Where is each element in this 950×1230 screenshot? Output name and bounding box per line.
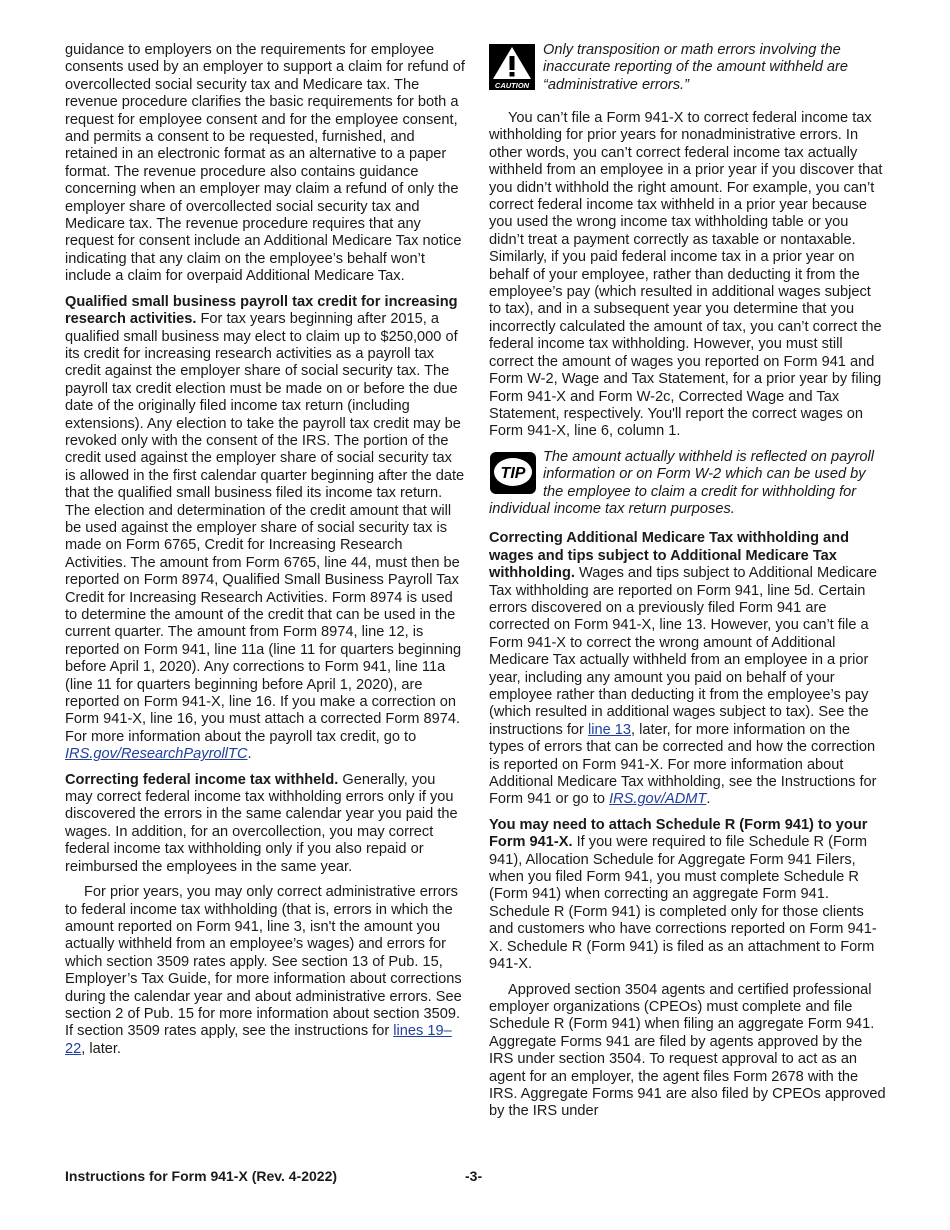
paragraph-schedule-r: You may need to attach Schedule R (Form 941) to your Form 941-X. If you were required to file Schedule R (Form 941), Allocation Schedule for Aggregate Form 941 Filers, when you filed Form 941, you must complete Schedule R (Form 941) when correcting an aggregate Form 941. Schedule R (Form 941) is completed only for those clients and customers who have corrections reported on Form 941-X. Schedule R (Form 941) is filed as an attachment to Form 941-X.	[489, 816, 877, 973]
right-column	[489, 42, 887, 1129]
left-column	[65, 42, 465, 1066]
tip-text: The amount actually withheld is reflected on payroll information or on Form W-2 which can be used by the employee to claim a credit for withholding for individual income tax return purposes.	[489, 448, 874, 517]
tip-label: TIP	[500, 464, 526, 482]
tip-note	[489, 449, 887, 519]
caution-text: Only transposition or math errors involving the inaccurate reporting of the amount withheld are “administrative errors.”	[543, 42, 849, 93]
caution-note	[489, 42, 887, 100]
link-line-13[interactable]: line 13	[587, 721, 631, 738]
heading-additional-medicare-tax: Correcting Additional Medicare Tax withholding and wages and tips subject to Additional Medicare Tax withholding.	[489, 530, 849, 582]
heading-schedule-r: You may need to attach Schedule R (Form 941) to your Form 941-X.	[489, 816, 868, 851]
link-research-payroll-tc[interactable]: IRS.gov/ResearchPayrollTC	[65, 746, 248, 763]
paragraph-payroll-tax-credit: Qualified small business payroll tax credit for increasing research activities. For tax years beginning after 2015, a qualified small business may elect to claim up to $250,000 of its credit for increasing research activities as a payroll tax credit against the employer share of social security tax. The payroll tax credit election must be made on or before the due date of the originally filed income tax return (including extensions). Any election to take the payroll tax credit may be revoked only with the consent of the IRS. The portion of the credit used against the employer share of social security tax is allowed in the first calendar quarter beginning after the date that the qualified small business filed its income tax return. The election and determination of the credit amount that will be used against the employer share of social security tax is made on Form 6765, Credit for Increasing Research Activities. The amount from Form 6765, line 44, must then be reported on Form 8974, Qualified Small Business Payroll Tax Credit for Increasing Research Activities. Form 8974 is used to determine the amount of the credit that can be used in the current quarter. The amount from Form 8974, line 12, is reported on Form 941, line 11a (line 11 for quarters beginning before April 1, 2020). Any corrections to Form 941, line 11a (line 11 for quarters beginning before April 1, 2020), are reported on Form 941-X, line 16. If you make a correction on Form 941-X, line 16, you must attach a corrected Form 8974. For more information about the payroll tax credit, go to IRS.gov/ResearchPayrollTC.	[65, 293, 465, 763]
heading-correcting-fitw: Correcting federal income tax withheld.	[65, 771, 339, 788]
caution-label: CAUTION	[494, 81, 530, 90]
paragraph-correcting-fitw: Correcting federal income tax withheld. Generally, you may correct federal income tax withholding errors only if you discovered the errors in the same calendar year you paid the wages. In addition, for an overcollection, you may correct federal income tax withholding only if you also repaid or reimbursed the employees in the same year.	[65, 771, 458, 875]
caution-icon	[489, 44, 535, 95]
link-lines-19-22[interactable]: lines 19–22	[65, 1023, 452, 1057]
paragraph-section-3504-agents: Approved section 3504 agents and certified professional employer organizations (CPEOs) must complete and file Schedule R (Form 941) when filing an aggregate Form 941. Aggregate Forms 941 are filed by agents approved by the IRS under section 3504. To request approval to act as an agent for an employer, the agent files Form 2678 with the IRS. Aggregate Forms 941 are also filed by CPEOs approved by the IRS under	[489, 981, 886, 1120]
heading-payroll-tax-credit: Qualified small business payroll tax credit for increasing research activities.	[65, 293, 458, 328]
paragraph-nonadministrative-errors: You can’t file a Form 941-X to correct federal income tax withholding for prior years for nonadministrative errors. In other words, you can’t correct federal income tax actually withheld from an employee in a prior year if you discover that you didn’t withhold the right amount. For example, you can’t correct federal income tax withheld in a prior year because you used the wrong income tax withholding table or you didn’t treat a payment correctly as taxable or nontaxable. Similarly, if you paid federal income tax in a prior year on behalf of your employee, rather than deducting it from the employee’s pay (which resulted in additional wages subject to tax), and in a subsequent year you determine that you incorrectly calculated the amount of tax, you can’t correct the federal income tax withholding. However, you must still correct the amount of wages you reported on Form 941 and Form W-2, Wage and Tax Statement, for a prior year by filing Form 941-X and Form W-2c, Corrected Wage and Tax Statement, respectively. You'll report the correct wages on Form 941-X, line 6, column 1.	[489, 110, 883, 440]
page-number: -3-	[465, 1168, 483, 1184]
tip-icon	[489, 451, 537, 500]
paragraph-additional-medicare-tax: Correcting Additional Medicare Tax withholding and wages and tips subject to Additional Medicare Tax withholding. Wages and tips subject to Additional Medicare Tax withholding are reported on Form 941, line 5d. Certain errors discovered on a previously filed Form 941 are corrected on Form 941-X, line 13. However, you can’t file a Form 941-X to correct the wrong amount of Additional Medicare Tax actually withheld from an employee in a prior year, including any amount you paid on behalf of your employee rather than deducting it from the employee’s pay (which resulted in additional wages subject to tax). See the instructions for line 13, later, for more information on the types of errors that can be corrected and how the correction is reported on Form 941-X. For more information about Additional Medicare Tax withholding, see the Instructions for Form 941 or go to IRS.gov/ADMT.	[489, 530, 877, 808]
paragraph-consent-guidance: guidance to employers on the requirements for employee consents used by an employer to support a claim for refund of overcollected social security tax and Medicare tax. The revenue procedure clarifies the basic requirements for both a request for employee consent and for the employee consent, and permits a consent to be requested, furnished, and retained in an electronic format as an alternative to a paper format. The revenue procedure also contains guidance concerning when an employer may claim a refund of only the employer share of overcollected social security tax and Medicare tax. The revenue procedure requires that any request for consent include an Additional Medicare Tax notice indicating that any claim on the employee’s behalf won’t include a claim for overpaid Additional Medicare Tax.	[65, 42, 465, 285]
link-irs-admt[interactable]: IRS.gov/ADMT	[609, 791, 707, 808]
footer-form-title: Instructions for Form 941-X (Rev. 4-2022)	[65, 1168, 338, 1184]
paragraph-prior-years: For prior years, you may only correct administrative errors to federal income tax withholding (that is, errors in which the amount reported on Form 941, line 3, isn't the amount you actually withheld from an employee’s wages) and errors for which section 3509 rates apply. See section 13 of Pub. 15, Employer’s Tax Guide, for more information about corrections during the calendar year and about administrative errors. See section 2 of Pub. 15 for more information about section 3509. If section 3509 rates apply, see the instructions for lines 19–22, later.	[65, 884, 462, 1057]
